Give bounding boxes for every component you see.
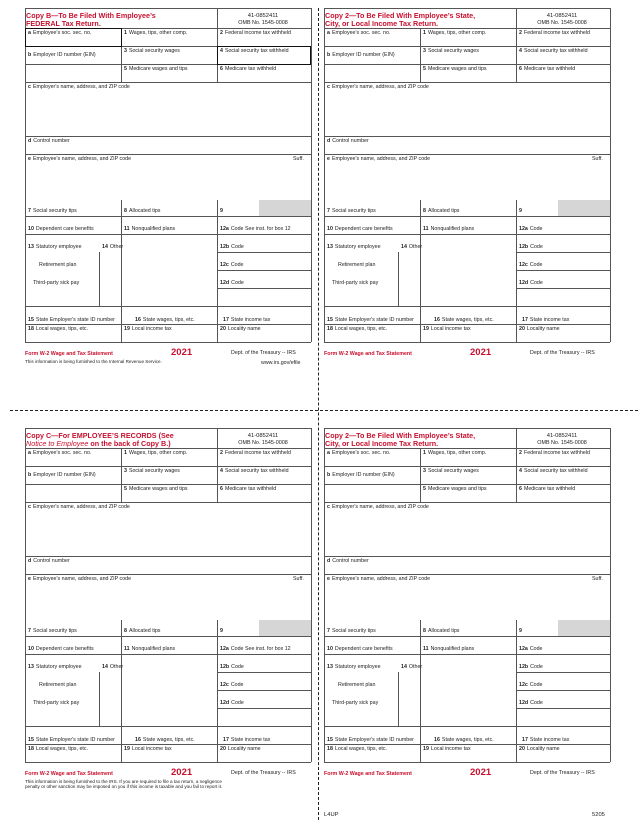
box-15-label: 15 State Employer's state ID number [28,317,115,323]
box-19-label: 19 Local income tax [423,746,471,752]
box-5-label: 5 Medicare wages and tips [423,66,487,72]
box-20-label: 20 Locality name [519,746,560,752]
box-12b-label: 12b Code [220,664,244,670]
w2-copy-c [25,428,311,794]
box-11-label: 11 Nonqualified plans [423,226,475,232]
sick-pay-label: Third-party sick pay [33,700,80,706]
box-c-label: c Employer's name, address, and ZIP code [28,84,130,90]
box-12a-label: 12a Code See inst. for box 12 [220,646,291,652]
ein-header: 41-0852411 [247,433,279,439]
box-9-label: 9 [220,208,223,214]
box-10-label: 10 Dependent care benefits [28,646,94,652]
copy-title: Copy B—To Be Filed With Employee’s FEDERAL Tax Return. [26,11,156,28]
ein-header: 41-0852411 [247,13,279,19]
sick-pay-label: Third-party sick pay [332,700,379,706]
box-2-label: 2 Federal income tax withheld [519,450,590,456]
box-3-label: 3 Social security wages [423,468,479,474]
box-18-label: 18 Local wages, tips, etc. [327,326,388,332]
box-1-label: 1 Wages, tips, other comp. [124,450,188,456]
box-20-label: 20 Locality name [519,326,560,332]
box-12a-label: 12a Code [519,646,543,652]
box-3-label: 3 Social security wages [124,468,180,474]
box-17-label: 17 State income tax [522,737,570,743]
box-b-label: b Employer ID number (EIN) [28,472,96,478]
box-12a-label: 12a Code See inst. for box 12 [220,226,291,232]
vertical-perforation [318,8,319,820]
box-12c-label: 12c Code [519,682,543,688]
box-3-label: 3 Social security wages [124,48,180,54]
box-11-label: 11 Nonqualified plans [423,646,475,652]
irs-website: www.irs.gov/efile [261,360,301,366]
box-9-shaded [259,200,311,216]
box-e-label: e Employee's name, address, and ZIP code [28,156,132,162]
box-12d-label: 12d Code [220,700,244,706]
box-12b-label: 12b Code [220,244,244,250]
box-7-label: 7 Social security tips [28,208,77,214]
box-c-label: c Employer's name, address, and ZIP code [28,504,130,510]
box-b-label: b Employer ID number (EIN) [327,472,395,478]
box-8-label: 8 Allocated tips [124,628,161,634]
box-a-label: a Employee's soc. sec. no. [28,30,92,36]
box-12d-label: 12d Code [220,280,244,286]
box-7-label: 7 Social security tips [327,628,376,634]
box-14-label: 14 Other [401,664,423,670]
box-d-label: d Control number [327,558,369,564]
box-15-label: 15 State Employer's state ID number [327,317,414,323]
box-14-label: 14 Other [102,244,124,250]
box-17-label: 17 State income tax [522,317,570,323]
box-16-label: 16 State wages, tips, etc. [434,317,494,323]
box-2-label: 2 Federal income tax withheld [220,450,291,456]
box-5-label: 5 Medicare wages and tips [124,66,188,72]
omb-number: OMB No. 1545-0008 [238,440,288,446]
box-13-label: 13 Statutory employee [28,664,82,670]
box-18-label: 18 Local wages, tips, etc. [28,746,89,752]
box-12d-label: 12d Code [519,280,543,286]
box-9-label: 9 [519,628,522,634]
box-a-highlight [25,28,122,47]
box-6-label: 6 Medicare tax withheld [519,486,576,492]
box-b-label: b Employer ID number (EIN) [28,52,96,58]
box-e-label: e Employee's name, address, and ZIP code [327,576,431,582]
retirement-plan-label: Retirement plan [338,262,376,268]
sick-pay-label: Third-party sick pay [33,280,80,286]
sheet-code-right: 5205 [592,812,605,818]
tax-year: 2021 [470,347,492,358]
box-b-label: b Employer ID number (EIN) [327,52,395,58]
box-9-shaded [259,620,311,636]
w2-copy-2-bottom [324,428,610,794]
tax-year: 2021 [470,767,492,778]
box-19-label: 19 Local income tax [423,326,471,332]
box-15-label: 15 State Employer's state ID number [28,737,115,743]
box-8-label: 8 Allocated tips [423,208,460,214]
box-12a-label: 12a Code [519,226,543,232]
box-4-label: 4 Social security tax withheld [519,48,588,54]
box-12c-label: 12c Code [519,262,543,268]
box-1-label: 1 Wages, tips, other comp. [423,450,487,456]
box-13-label: 13 Statutory employee [327,244,381,250]
suffix-label: Suff. [592,156,603,162]
dept-treasury: Dept. of the Treasury -- IRS [530,350,595,356]
box-20-label: 20 Locality name [220,326,261,332]
retirement-plan-label: Retirement plan [338,682,376,688]
w2-copy-2-top [324,8,610,374]
box-5-label: 5 Medicare wages and tips [423,486,487,492]
dept-treasury: Dept. of the Treasury -- IRS [231,770,296,776]
box-e-label: e Employee's name, address, and ZIP code [327,156,431,162]
box-17-label: 17 State income tax [223,737,271,743]
box-1-label: 1 Wages, tips, other comp. [423,30,487,36]
omb-number: OMB No. 1545-0008 [238,20,288,26]
box-3-label: 3 Social security wages [423,48,479,54]
box-4-label: 4 Social security tax withheld [519,468,588,474]
box-11-label: 11 Nonqualified plans [124,226,176,232]
box-12b-label: 12b Code [519,244,543,250]
box-6-label: 6 Medicare tax withheld [220,486,277,492]
box-6-label: 6 Medicare tax withheld [519,66,576,72]
footer-notice: This information is being furnished to the IRS. If you are required to file a tax return, a negligence penalty or other sanction may be imposed on you if this income is taxable and you fail to report it. [25,779,223,790]
box-9-label: 9 [519,208,522,214]
form-name: Form W-2 Wage and Tax Statement [324,351,412,357]
retirement-plan-label: Retirement plan [39,262,77,268]
tax-year: 2021 [171,767,193,778]
box-6-label: 6 Medicare tax withheld [220,66,277,72]
box-11-label: 11 Nonqualified plans [124,646,176,652]
suffix-label: Suff. [592,576,603,582]
box-14-label: 14 Other [401,244,423,250]
box-10-label: 10 Dependent care benefits [327,226,393,232]
tax-year: 2021 [171,347,193,358]
box-9-shaded [558,620,610,636]
box-8-label: 8 Allocated tips [423,628,460,634]
box-4-label: 4 Social security tax withheld [220,468,289,474]
box-a-label: a Employee's soc. sec. no. [28,450,92,456]
horizontal-perforation [10,410,638,411]
box-10-label: 10 Dependent care benefits [28,226,94,232]
box-c-label: c Employer's name, address, and ZIP code [327,84,429,90]
box-a-label: a Employee's soc. sec. no. [327,450,391,456]
box-10-label: 10 Dependent care benefits [327,646,393,652]
box-12b-label: 12b Code [519,664,543,670]
suffix-label: Suff. [293,156,304,162]
box-7-label: 7 Social security tips [327,208,376,214]
box-5-label: 5 Medicare wages and tips [124,486,188,492]
box-12c-label: 12c Code [220,262,244,268]
box-8-label: 8 Allocated tips [124,208,161,214]
box-4-label: 4 Social security tax withheld [220,48,289,54]
box-13-label: 13 Statutory employee [28,244,82,250]
retirement-plan-label: Retirement plan [39,682,77,688]
box-9-shaded [558,200,610,216]
box-17-label: 17 State income tax [223,317,271,323]
box-d-label: d Control number [28,138,70,144]
box-16-label: 16 State wages, tips, etc. [135,737,195,743]
copy-title: Copy C—For EMPLOYEE’S RECORDS (See Notice to Employee on the back of Copy B.) [26,431,174,448]
footer-notice: This information is being furnished to the Internal Revenue Service. [25,359,162,364]
box-1-label: 1 Wages, tips, other comp. [124,30,188,36]
box-18-label: 18 Local wages, tips, etc. [28,326,89,332]
box-9-label: 9 [220,628,223,634]
box-4-highlight [217,46,311,65]
ein-header: 41-0852411 [546,13,578,19]
box-d-label: d Control number [28,558,70,564]
form-name: Form W-2 Wage and Tax Statement [324,771,412,777]
box-12c-label: 12c Code [220,682,244,688]
box-e-label: e Employee's name, address, and ZIP code [28,576,132,582]
box-20-label: 20 Locality name [220,746,261,752]
box-a-label: a Employee's soc. sec. no. [327,30,391,36]
box-14-label: 14 Other [102,664,124,670]
dept-treasury: Dept. of the Treasury -- IRS [231,350,296,356]
box-18-label: 18 Local wages, tips, etc. [327,746,388,752]
dept-treasury: Dept. of the Treasury -- IRS [530,770,595,776]
omb-number: OMB No. 1545-0008 [537,440,587,446]
box-19-label: 19 Local income tax [124,746,172,752]
box-16-label: 16 State wages, tips, etc. [135,317,195,323]
box-c-label: c Employer's name, address, and ZIP code [327,504,429,510]
copy-title: Copy 2—To Be Filed With Employee’s State, City, or Local Income Tax Return. [325,431,476,448]
box-2-label: 2 Federal income tax withheld [220,30,291,36]
w2-copy-b [25,8,311,374]
suffix-label: Suff. [293,576,304,582]
omb-number: OMB No. 1545-0008 [537,20,587,26]
box-16-label: 16 State wages, tips, etc. [434,737,494,743]
box-15-label: 15 State Employer's state ID number [327,737,414,743]
ein-header: 41-0852411 [546,433,578,439]
sick-pay-label: Third-party sick pay [332,280,379,286]
box-19-label: 19 Local income tax [124,326,172,332]
box-2-label: 2 Federal income tax withheld [519,30,590,36]
form-name: Form W-2 Wage and Tax Statement [25,351,113,357]
copy-title: Copy 2—To Be Filed With Employee’s State, City, or Local Income Tax Return. [325,11,476,28]
box-12d-label: 12d Code [519,700,543,706]
form-name: Form W-2 Wage and Tax Statement [25,771,113,777]
box-7-label: 7 Social security tips [28,628,77,634]
sheet-code-left: L4UP [324,812,339,818]
box-d-label: d Control number [327,138,369,144]
box-13-label: 13 Statutory employee [327,664,381,670]
